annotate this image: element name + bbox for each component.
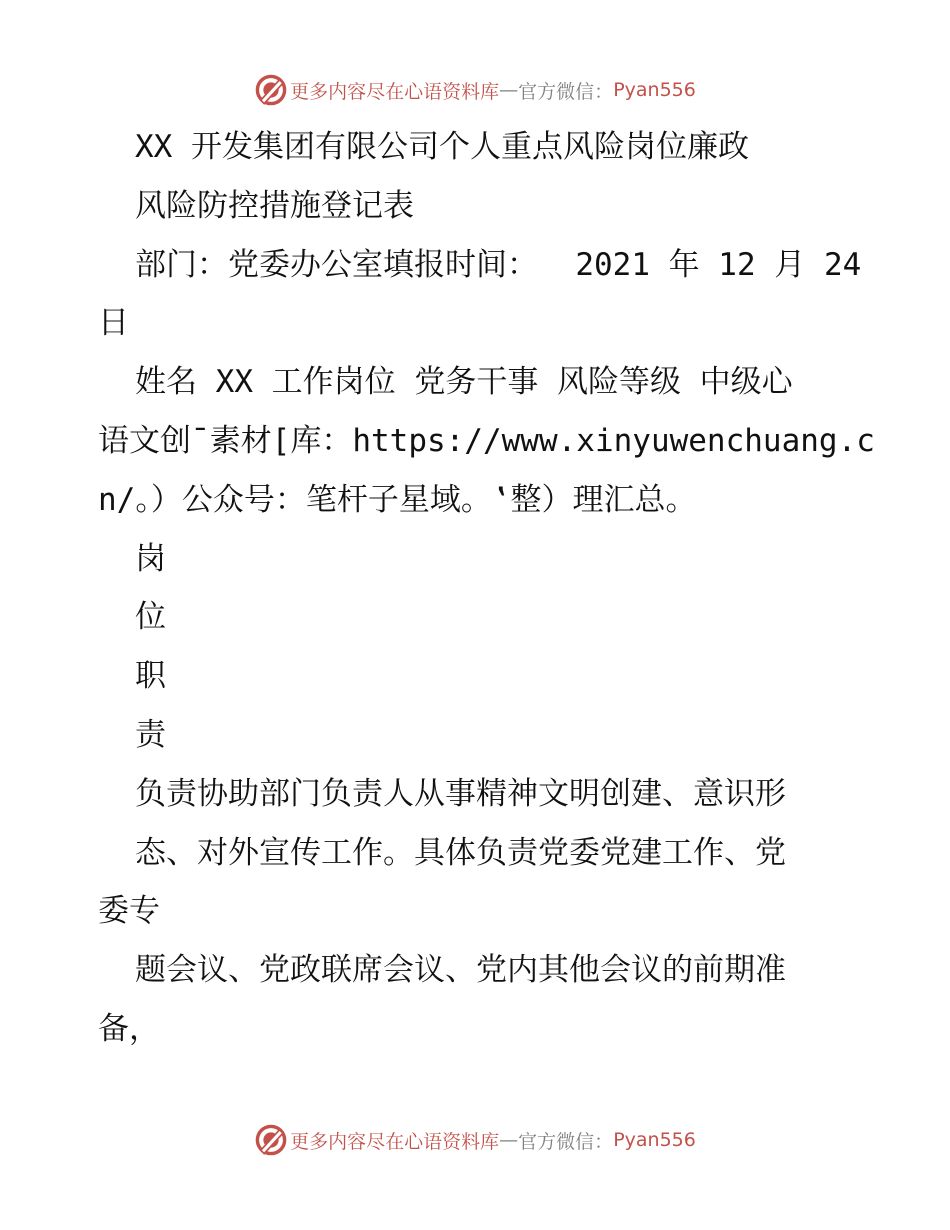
banner-wechat-id: Pyan556 — [613, 79, 696, 101]
banner-wechat-label: 官方微信： — [518, 80, 614, 103]
banner-dash: — — [499, 79, 519, 101]
duty-label-char-3: 职 — [135, 658, 166, 695]
title-line-1: XX 开发集团有限公司个人重点风险岗位廉政 — [135, 129, 749, 165]
banner-dash: — — [499, 1129, 519, 1151]
title-line-2: 风险防控措施登记表 — [135, 187, 414, 224]
document-body — [98, 118, 875, 1059]
duty-text-line-2: 态、对外宣传工作。具体负责党委党建工作、党 — [135, 834, 786, 871]
pen-logo-icon — [254, 1123, 288, 1157]
department-date-line: 部门：党委办公室填报时间： 2021 年 12 月 24 — [135, 246, 862, 283]
pen-logo-icon — [254, 73, 288, 107]
duty-text-line-1: 负责协助部门负责人从事精神文明创建、意识形 — [135, 775, 786, 812]
banner-wechat-id: Pyan556 — [613, 1129, 696, 1151]
banner-site-text: 更多内容尽在心语资料库 — [290, 1130, 500, 1153]
header-banner — [0, 70, 950, 110]
duty-label-char-4: 责 — [135, 716, 166, 753]
banner-wechat-label: 官方微信： — [518, 1130, 614, 1153]
footer-banner — [0, 1120, 950, 1160]
source-line-1: 语文创¯素材[库：https://www.xinyuwenchuang.c — [98, 422, 875, 459]
duty-text-line-3: 委专 — [98, 893, 160, 930]
name-position-line: 姓名 XX 工作岗位 党务干事 风险等级 中级心 — [135, 364, 793, 401]
duty-text-line-4: 题会议、党政联席会议、党内其他会议的前期准 — [135, 952, 786, 989]
duty-label-char-2: 位 — [135, 599, 166, 636]
duty-label-char-1: 岗 — [135, 540, 166, 577]
duty-text-line-5: 备， — [98, 1010, 160, 1047]
banner-site-text: 更多内容尽在心语资料库 — [290, 80, 500, 103]
date-day-line: 日 — [98, 305, 129, 342]
source-line-2: n/。）公众号：笔杆子星域。‛整）理汇总。 — [98, 481, 697, 518]
